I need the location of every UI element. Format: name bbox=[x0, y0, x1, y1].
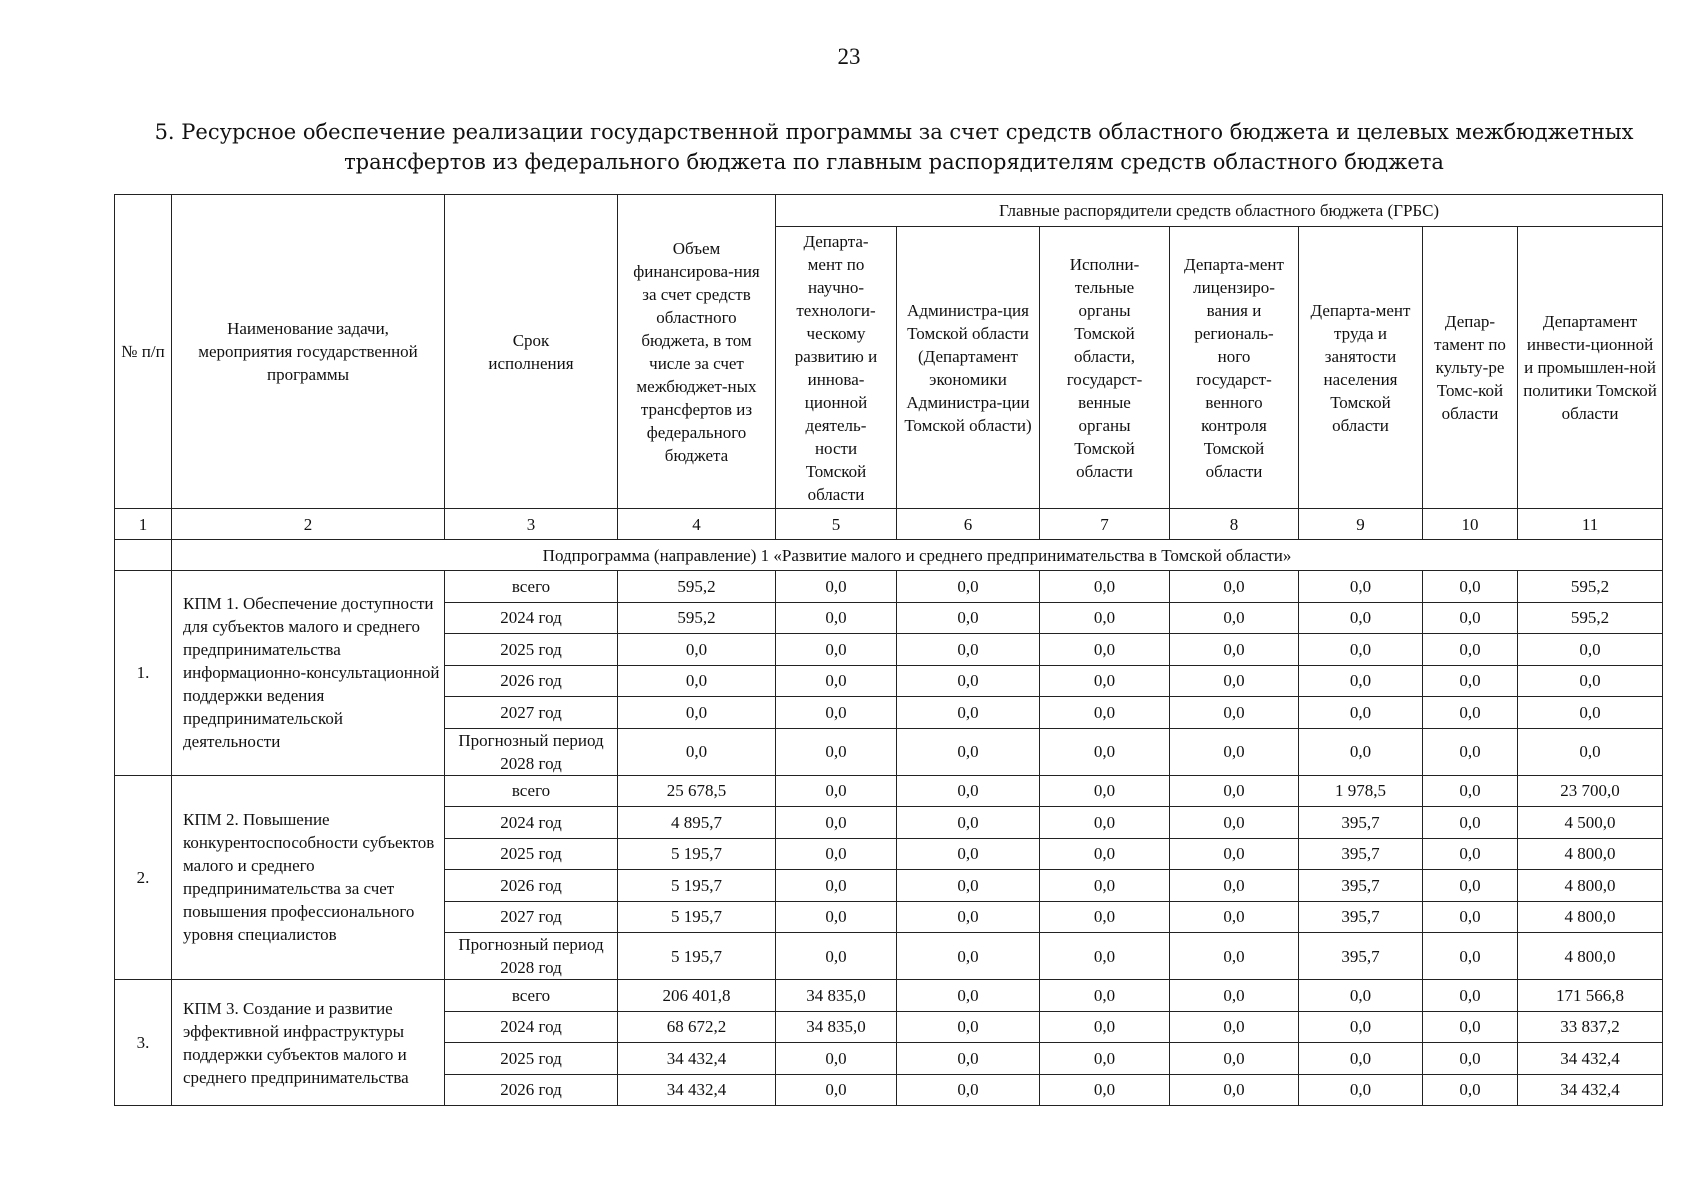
amount-cell: 595,2 bbox=[1518, 571, 1663, 603]
amount-cell: 0,0 bbox=[1040, 697, 1170, 729]
budget-table bbox=[114, 194, 1663, 1106]
header-grbs: Главные распорядители средств областного бюджета (ГРБС) bbox=[776, 195, 1663, 227]
amount-cell: 0,0 bbox=[1170, 838, 1299, 870]
amount-cell: 0,0 bbox=[1040, 838, 1170, 870]
amount-cell: 0,0 bbox=[1299, 571, 1423, 603]
amount-cell: 0,0 bbox=[1299, 634, 1423, 666]
period-cell: 2026 год bbox=[445, 665, 618, 697]
subprogram-row bbox=[115, 540, 1663, 571]
amount-cell: 34 432,4 bbox=[1518, 1043, 1663, 1075]
amount-cell: 395,7 bbox=[1299, 933, 1423, 980]
column-number: 3 bbox=[445, 509, 618, 540]
header-dept-7: Исполни-тельные органы Томской области, государст-венные органы Томской области bbox=[1040, 227, 1170, 509]
period-cell: 2025 год bbox=[445, 1043, 618, 1075]
amount-cell: 5 195,7 bbox=[618, 838, 776, 870]
amount-cell: 0,0 bbox=[897, 697, 1040, 729]
amount-cell: 0,0 bbox=[776, 901, 897, 933]
amount-cell: 0,0 bbox=[1423, 728, 1518, 775]
task-number: 2. bbox=[115, 775, 172, 980]
column-number: 6 bbox=[897, 509, 1040, 540]
amount-cell: 0,0 bbox=[897, 807, 1040, 839]
amount-cell: 0,0 bbox=[897, 665, 1040, 697]
period-cell: Прогнозный период 2028 год bbox=[445, 933, 618, 980]
amount-cell: 0,0 bbox=[897, 1043, 1040, 1075]
amount-cell: 0,0 bbox=[897, 1011, 1040, 1043]
amount-cell: 0,0 bbox=[1040, 807, 1170, 839]
document-title bbox=[110, 117, 1678, 177]
amount-cell: 0,0 bbox=[1040, 1043, 1170, 1075]
amount-cell: 0,0 bbox=[1299, 1043, 1423, 1075]
amount-cell: 0,0 bbox=[776, 602, 897, 634]
amount-cell: 0,0 bbox=[1040, 980, 1170, 1012]
amount-cell: 0,0 bbox=[1423, 980, 1518, 1012]
amount-cell: 0,0 bbox=[1170, 665, 1299, 697]
amount-cell: 5 195,7 bbox=[618, 901, 776, 933]
amount-cell: 4 800,0 bbox=[1518, 870, 1663, 902]
amount-cell: 4 895,7 bbox=[618, 807, 776, 839]
header-period: Срок исполнения bbox=[445, 195, 618, 509]
period-cell: Прогнозный период 2028 год bbox=[445, 728, 618, 775]
page-number: 23 bbox=[837, 44, 861, 69]
amount-cell: 68 672,2 bbox=[618, 1011, 776, 1043]
amount-cell: 0,0 bbox=[618, 697, 776, 729]
amount-cell: 0,0 bbox=[1423, 807, 1518, 839]
amount-cell: 34 432,4 bbox=[1518, 1074, 1663, 1106]
amount-cell: 0,0 bbox=[1423, 1043, 1518, 1075]
title-line-1: 5. Ресурсное обеспечение реализации государственной программы за счет средств областного бюджета и целевых межбюджетных bbox=[154, 120, 1634, 144]
amount-cell: 0,0 bbox=[1040, 665, 1170, 697]
amount-cell: 0,0 bbox=[776, 728, 897, 775]
amount-cell: 0,0 bbox=[1299, 1074, 1423, 1106]
amount-cell: 0,0 bbox=[897, 571, 1040, 603]
amount-cell: 395,7 bbox=[1299, 807, 1423, 839]
period-cell: 2026 год bbox=[445, 870, 618, 902]
amount-cell: 0,0 bbox=[1423, 634, 1518, 666]
amount-cell: 0,0 bbox=[1170, 634, 1299, 666]
amount-cell: 0,0 bbox=[1423, 901, 1518, 933]
amount-cell: 0,0 bbox=[1423, 870, 1518, 902]
amount-cell: 0,0 bbox=[1423, 933, 1518, 980]
amount-cell: 0,0 bbox=[897, 870, 1040, 902]
amount-cell: 0,0 bbox=[618, 634, 776, 666]
amount-cell: 0,0 bbox=[776, 1074, 897, 1106]
amount-cell: 0,0 bbox=[897, 838, 1040, 870]
period-cell: 2024 год bbox=[445, 1011, 618, 1043]
amount-cell: 0,0 bbox=[1170, 870, 1299, 902]
amount-cell: 23 700,0 bbox=[1518, 775, 1663, 807]
amount-cell: 0,0 bbox=[1170, 933, 1299, 980]
amount-cell: 0,0 bbox=[1040, 571, 1170, 603]
amount-cell: 0,0 bbox=[897, 775, 1040, 807]
amount-cell: 0,0 bbox=[776, 838, 897, 870]
column-number: 7 bbox=[1040, 509, 1170, 540]
amount-cell: 395,7 bbox=[1299, 901, 1423, 933]
table-body bbox=[115, 509, 1663, 1106]
amount-cell: 0,0 bbox=[618, 665, 776, 697]
amount-cell: 0,0 bbox=[776, 665, 897, 697]
header-dept-6: Администра-ция Томской области (Департамент экономики Администра-ции Томской области) bbox=[897, 227, 1040, 509]
amount-cell: 0,0 bbox=[1423, 1074, 1518, 1106]
title-line-2: трансфертов из федерального бюджета по главным распорядителям средств областного бюджета bbox=[344, 150, 1444, 174]
header-dept-8: Департа-мент лицензиро-вания и региональ-ного государст-венного контроля Томской области bbox=[1170, 227, 1299, 509]
amount-cell: 595,2 bbox=[1518, 602, 1663, 634]
table-row bbox=[115, 980, 1663, 1012]
amount-cell: 4 800,0 bbox=[1518, 838, 1663, 870]
amount-cell: 0,0 bbox=[1170, 571, 1299, 603]
period-cell: 2024 год bbox=[445, 602, 618, 634]
period-cell: 2024 год bbox=[445, 807, 618, 839]
period-cell: 2026 год bbox=[445, 1074, 618, 1106]
column-number: 5 bbox=[776, 509, 897, 540]
amount-cell: 0,0 bbox=[776, 775, 897, 807]
header-dept-5: Департа-мент по научно-технологи-ческому развитию и иннова-ционной деятель-ности Томской области bbox=[776, 227, 897, 509]
header-volume: Объем финансирова-ния за счет средств областного бюджета, в том числе за счет межбюджет-ных трансфертов из федерального бюджета bbox=[618, 195, 776, 509]
amount-cell: 0,0 bbox=[776, 933, 897, 980]
amount-cell: 0,0 bbox=[776, 1043, 897, 1075]
amount-cell: 0,0 bbox=[1423, 665, 1518, 697]
period-cell: всего bbox=[445, 571, 618, 603]
amount-cell: 5 195,7 bbox=[618, 933, 776, 980]
amount-cell: 34 432,4 bbox=[618, 1043, 776, 1075]
amount-cell: 0,0 bbox=[1299, 697, 1423, 729]
amount-cell: 0,0 bbox=[1170, 728, 1299, 775]
period-cell: 2027 год bbox=[445, 697, 618, 729]
amount-cell: 0,0 bbox=[776, 697, 897, 729]
amount-cell: 4 800,0 bbox=[1518, 901, 1663, 933]
amount-cell: 0,0 bbox=[776, 807, 897, 839]
amount-cell: 0,0 bbox=[776, 634, 897, 666]
amount-cell: 0,0 bbox=[897, 901, 1040, 933]
amount-cell: 0,0 bbox=[1040, 1074, 1170, 1106]
header-dept-11: Департамент инвести-ционной и промышлен-ной политики Томской области bbox=[1518, 227, 1663, 509]
amount-cell: 0,0 bbox=[1170, 775, 1299, 807]
header-dept-10: Депар-тамент по культу-ре Томс-кой области bbox=[1423, 227, 1518, 509]
amount-cell: 0,0 bbox=[1299, 665, 1423, 697]
amount-cell: 0,0 bbox=[776, 870, 897, 902]
amount-cell: 0,0 bbox=[1518, 634, 1663, 666]
amount-cell: 206 401,8 bbox=[618, 980, 776, 1012]
amount-cell: 1 978,5 bbox=[1299, 775, 1423, 807]
column-number: 2 bbox=[172, 509, 445, 540]
amount-cell: 0,0 bbox=[1423, 602, 1518, 634]
header-dept-9: Департа-мент труда и занятости населения Томской области bbox=[1299, 227, 1423, 509]
amount-cell: 4 800,0 bbox=[1518, 933, 1663, 980]
table-row bbox=[115, 775, 1663, 807]
amount-cell: 595,2 bbox=[618, 571, 776, 603]
amount-cell: 0,0 bbox=[1040, 728, 1170, 775]
amount-cell: 0,0 bbox=[1299, 602, 1423, 634]
amount-cell: 0,0 bbox=[897, 1074, 1040, 1106]
period-cell: всего bbox=[445, 775, 618, 807]
amount-cell: 33 837,2 bbox=[1518, 1011, 1663, 1043]
amount-cell: 0,0 bbox=[1170, 901, 1299, 933]
amount-cell: 0,0 bbox=[1518, 728, 1663, 775]
subprogram-title: Подпрограмма (направление) 1 «Развитие малого и среднего предпринимательства в Томской области» bbox=[172, 540, 1663, 571]
column-number: 9 bbox=[1299, 509, 1423, 540]
amount-cell: 0,0 bbox=[1423, 838, 1518, 870]
amount-cell: 0,0 bbox=[1423, 1011, 1518, 1043]
amount-cell: 0,0 bbox=[1040, 901, 1170, 933]
table-row bbox=[115, 571, 1663, 603]
amount-cell: 5 195,7 bbox=[618, 870, 776, 902]
amount-cell: 395,7 bbox=[1299, 838, 1423, 870]
amount-cell: 0,0 bbox=[1170, 697, 1299, 729]
amount-cell: 34 835,0 bbox=[776, 980, 897, 1012]
amount-cell: 0,0 bbox=[1170, 1074, 1299, 1106]
amount-cell: 0,0 bbox=[1170, 1043, 1299, 1075]
amount-cell: 0,0 bbox=[897, 728, 1040, 775]
column-number: 1 bbox=[115, 509, 172, 540]
amount-cell: 0,0 bbox=[1423, 571, 1518, 603]
amount-cell: 0,0 bbox=[618, 728, 776, 775]
amount-cell: 0,0 bbox=[1518, 665, 1663, 697]
column-number: 11 bbox=[1518, 509, 1663, 540]
amount-cell: 0,0 bbox=[1170, 980, 1299, 1012]
amount-cell: 0,0 bbox=[897, 602, 1040, 634]
amount-cell: 0,0 bbox=[1040, 870, 1170, 902]
column-number-row bbox=[115, 509, 1663, 540]
amount-cell: 34 835,0 bbox=[776, 1011, 897, 1043]
amount-cell: 0,0 bbox=[1170, 1011, 1299, 1043]
amount-cell: 0,0 bbox=[897, 980, 1040, 1012]
header-name: Наименование задачи, мероприятия государственной программы bbox=[172, 195, 445, 509]
amount-cell: 0,0 bbox=[1423, 697, 1518, 729]
period-cell: 2025 год bbox=[445, 634, 618, 666]
amount-cell: 0,0 bbox=[1299, 980, 1423, 1012]
amount-cell: 0,0 bbox=[1170, 807, 1299, 839]
amount-cell: 0,0 bbox=[776, 571, 897, 603]
amount-cell: 0,0 bbox=[897, 933, 1040, 980]
amount-cell: 395,7 bbox=[1299, 870, 1423, 902]
column-number: 4 bbox=[618, 509, 776, 540]
amount-cell: 0,0 bbox=[1040, 602, 1170, 634]
task-name: КПМ 1. Обеспечение доступности для субъектов малого и среднего предпринимательства информационно-консультационной поддержки ведения предпринимательской деятельности bbox=[172, 571, 445, 776]
amount-cell: 25 678,5 bbox=[618, 775, 776, 807]
amount-cell: 171 566,8 bbox=[1518, 980, 1663, 1012]
column-number: 8 bbox=[1170, 509, 1299, 540]
period-cell: всего bbox=[445, 980, 618, 1012]
amount-cell: 0,0 bbox=[1040, 933, 1170, 980]
task-number: 1. bbox=[115, 571, 172, 776]
period-cell: 2027 год bbox=[445, 901, 618, 933]
amount-cell: 0,0 bbox=[1518, 697, 1663, 729]
period-cell: 2025 год bbox=[445, 838, 618, 870]
task-name: КПМ 3. Создание и развитие эффективной инфраструктуры поддержки субъектов малого и среднего предпринимательства bbox=[172, 980, 445, 1106]
amount-cell: 0,0 bbox=[1423, 775, 1518, 807]
amount-cell: 0,0 bbox=[1170, 602, 1299, 634]
task-name: КПМ 2. Повышение конкурентоспособности субъектов малого и среднего предпринимательства за счет повышения профессионального уровня специалистов bbox=[172, 775, 445, 980]
task-number: 3. bbox=[115, 980, 172, 1106]
amount-cell: 0,0 bbox=[1299, 728, 1423, 775]
amount-cell: 595,2 bbox=[618, 602, 776, 634]
header-num: № п/п bbox=[115, 195, 172, 509]
amount-cell: 0,0 bbox=[1040, 1011, 1170, 1043]
amount-cell: 0,0 bbox=[1040, 775, 1170, 807]
amount-cell: 0,0 bbox=[1299, 1011, 1423, 1043]
amount-cell: 0,0 bbox=[897, 634, 1040, 666]
amount-cell: 4 500,0 bbox=[1518, 807, 1663, 839]
column-number: 10 bbox=[1423, 509, 1518, 540]
amount-cell: 0,0 bbox=[1040, 634, 1170, 666]
amount-cell: 34 432,4 bbox=[618, 1074, 776, 1106]
